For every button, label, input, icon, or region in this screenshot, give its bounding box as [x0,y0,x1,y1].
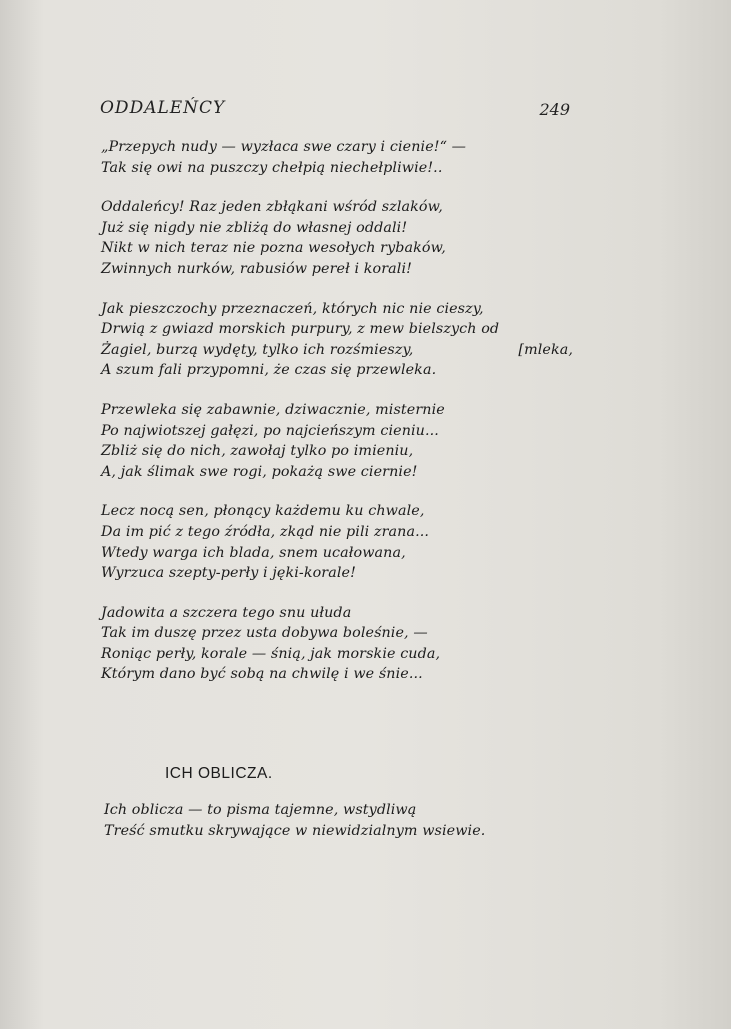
verse-line: Ich oblicza — to pisma tajemne, wstydliwą [104,802,417,818]
stanza [101,603,581,685]
verse-line: Żagiel, burzą wydęty, tylko ich rozśmieszy, [101,341,414,358]
stanza [101,197,581,279]
verse-line: Jadowita a szczera tego snu ułuda [101,604,352,621]
verse-line: Wyrzuca szepty-perły i jęki-korale! [101,565,356,582]
verse-line: Zbliż się do nich, zawołaj tylko po imieniu, [101,443,414,460]
verse-line: Wtedy warga ich blada, snem ucałowana, [101,544,406,561]
stanza [101,400,581,482]
running-head: ODDALEŃCY [100,98,226,118]
page-header [100,98,570,124]
verse-wrap-fragment: [mleka, [518,341,573,358]
verse-line: Lecz nocą sen, płonący każdemu ku chwale, [101,503,425,520]
verse-line: Drwią z gwiazd morskich purpury, z mew bielszych od [101,321,500,338]
page-number: 249 [539,100,570,119]
verse-line: Tak im duszę przez usta dobywa boleśnie, — [101,625,428,642]
section-poem [104,800,584,841]
section-title: ICH OBLICZA. [165,765,273,782]
verse-line: Da im pić z tego źródła, zkąd nie pili zrana... [101,523,430,540]
verse-line: Którym dano być sobą na chwilę i we śnie... [101,666,423,683]
verse-line: A, jak ślimak swe rogi, pokażą swe ciernie! [101,463,418,480]
verse-line: Oddaleńcy! Raz jeden zbłąkani wśród szlaków, [101,199,443,216]
verse-line: Tak się owi na puszczy chełpią niechełpliwie!.. [101,159,443,176]
verse-line: Już się nigdy nie zbliżą do własnej oddali! [101,219,408,236]
stanza [101,137,581,178]
verse-line: Nikt w nich teraz nie pozna wesołych rybaków, [101,240,446,257]
verse-line: Treść smutku skrywające w niewidzialnym wsiewie. [104,822,486,839]
verse-line: A szum fali przypomni, że czas się przewleka. [101,362,437,379]
verse-line: „Przepych nudy — wyzłaca swe czary i cienie!“ — [101,139,467,155]
verse-line: Po najwiotszej gałęzi, po najcieńszym cieniu... [101,422,439,439]
verse-line: Zwinnych nurków, rabusiów pereł i korali! [101,260,412,277]
verse-line: Roniąc perły, korale — śnią, jak morskie cuda, [101,645,441,662]
poem-body [101,137,581,704]
verse-line: Przewleka się zabawnie, dziwacznie, misternie [101,401,445,418]
stanza [101,501,581,583]
stanza [101,299,581,381]
verse-line: Jak pieszczochy przeznaczeń, których nic nie cieszy, [101,300,484,317]
